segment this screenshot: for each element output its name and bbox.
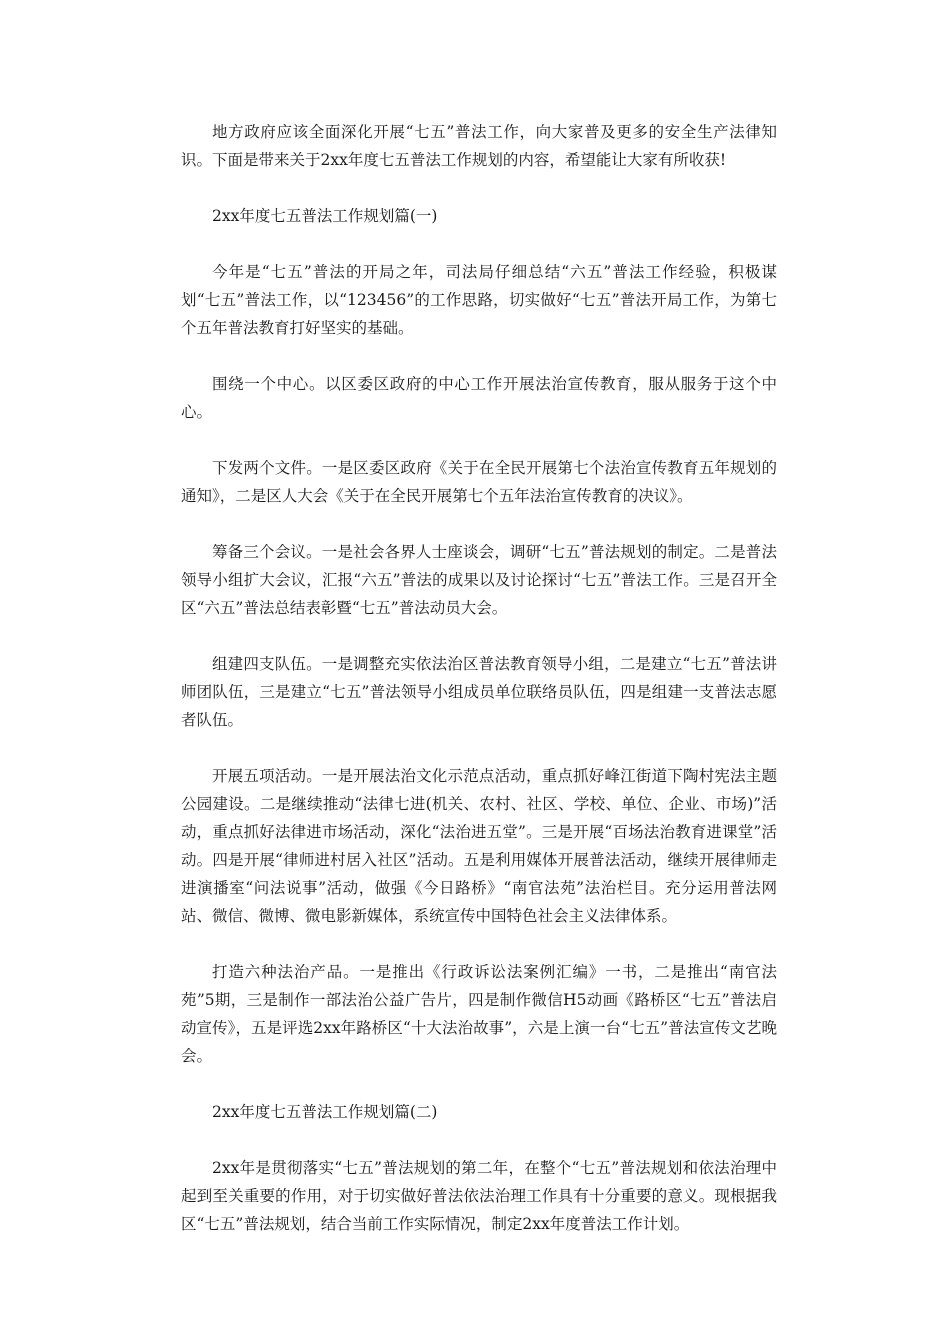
body-paragraph: 打造六种法治产品。一是推出《行政诉讼法案例汇编》一书，二是推出“南官法苑”5期，三是制作一部法治公益广告片，四是制作微信H5动画《路桥区“七五”普法启动宣传》，五是评选2xx年路桥区“十大法治故事”，六是上演一台“七五”普法宣传文艺晚会。 bbox=[181, 963, 777, 1065]
body-paragraph: 围绕一个中心。以区委区政府的中心工作开展法治宣传教育，服从服务于这个中心。 bbox=[181, 375, 777, 421]
document-page bbox=[181, 118, 777, 1266]
body-paragraph: 组建四支队伍。一是调整充实依法治区普法教育领导小组，二是建立“七五”普法讲师团队伍，三是建立“七五”普法领导小组成员单位联络员队伍，四是组建一支普法志愿者队伍。 bbox=[181, 655, 777, 729]
body-paragraph: 下发两个文件。一是区委区政府《关于在全民开展第七个法治宣传教育五年规划的通知》，二是区人大会《关于在全民开展第七个五年法治宣传教育的决议》。 bbox=[181, 459, 777, 505]
body-paragraph: 今年是“七五”普法的开局之年，司法局仔细总结“六五”普法工作经验，积极谋划“七五”普法工作，以“123456”的工作思路，切实做好“七五”普法开局工作，为第七个五年普法教育打好坚实的基础。 bbox=[181, 263, 777, 337]
intro-paragraph: 地方政府应该全面深化开展“七五”普法工作，向大家普及更多的安全生产法律知识。下面是带来关于2xx年度七五普法工作规划的内容，希望能让大家有所收获! bbox=[181, 123, 777, 169]
body-paragraph: 开展五项活动。一是开展法治文化示范点活动，重点抓好峰江街道下陶村宪法主题公园建设。二是继续推动“法律七进(机关、农村、社区、学校、单位、企业、市场)”活动，重点抓好法律进市场活动，深化“法治进五堂”。三是开展“百场法治教育进课堂”活动。四是开展“律师进村居入社区”活动。五是利用媒体开展普法活动，继续开展律师走进演播室“问法说事”活动，做强《今日路桥》“南官法苑”法治栏目。充分运用普法网站、微信、微博、微电影新媒体，系统宣传中国特色社会主义法律体系。 bbox=[181, 767, 777, 925]
section-heading-1: 2xx年度七五普法工作规划篇(一) bbox=[212, 207, 438, 225]
section-heading-2: 2xx年度七五普法工作规划篇(二) bbox=[212, 1103, 438, 1121]
body-paragraph: 筹备三个会议。一是社会各界人士座谈会，调研“七五”普法规划的制定。二是普法领导小组扩大会议，汇报“六五”普法的成果以及讨论探讨“七五”普法工作。三是召开全区“六五”普法总结表彰暨“七五”普法动员大会。 bbox=[181, 543, 777, 617]
body-paragraph: 2xx年是贯彻落实“七五”普法规划的第二年，在整个“七五”普法规划和依法治理中起到至关重要的作用，对于切实做好普法依法治理工作具有十分重要的意义。现根据我区“七五”普法规划，结合当前工作实际情况，制定2xx年度普法工作计划。 bbox=[181, 1159, 777, 1233]
